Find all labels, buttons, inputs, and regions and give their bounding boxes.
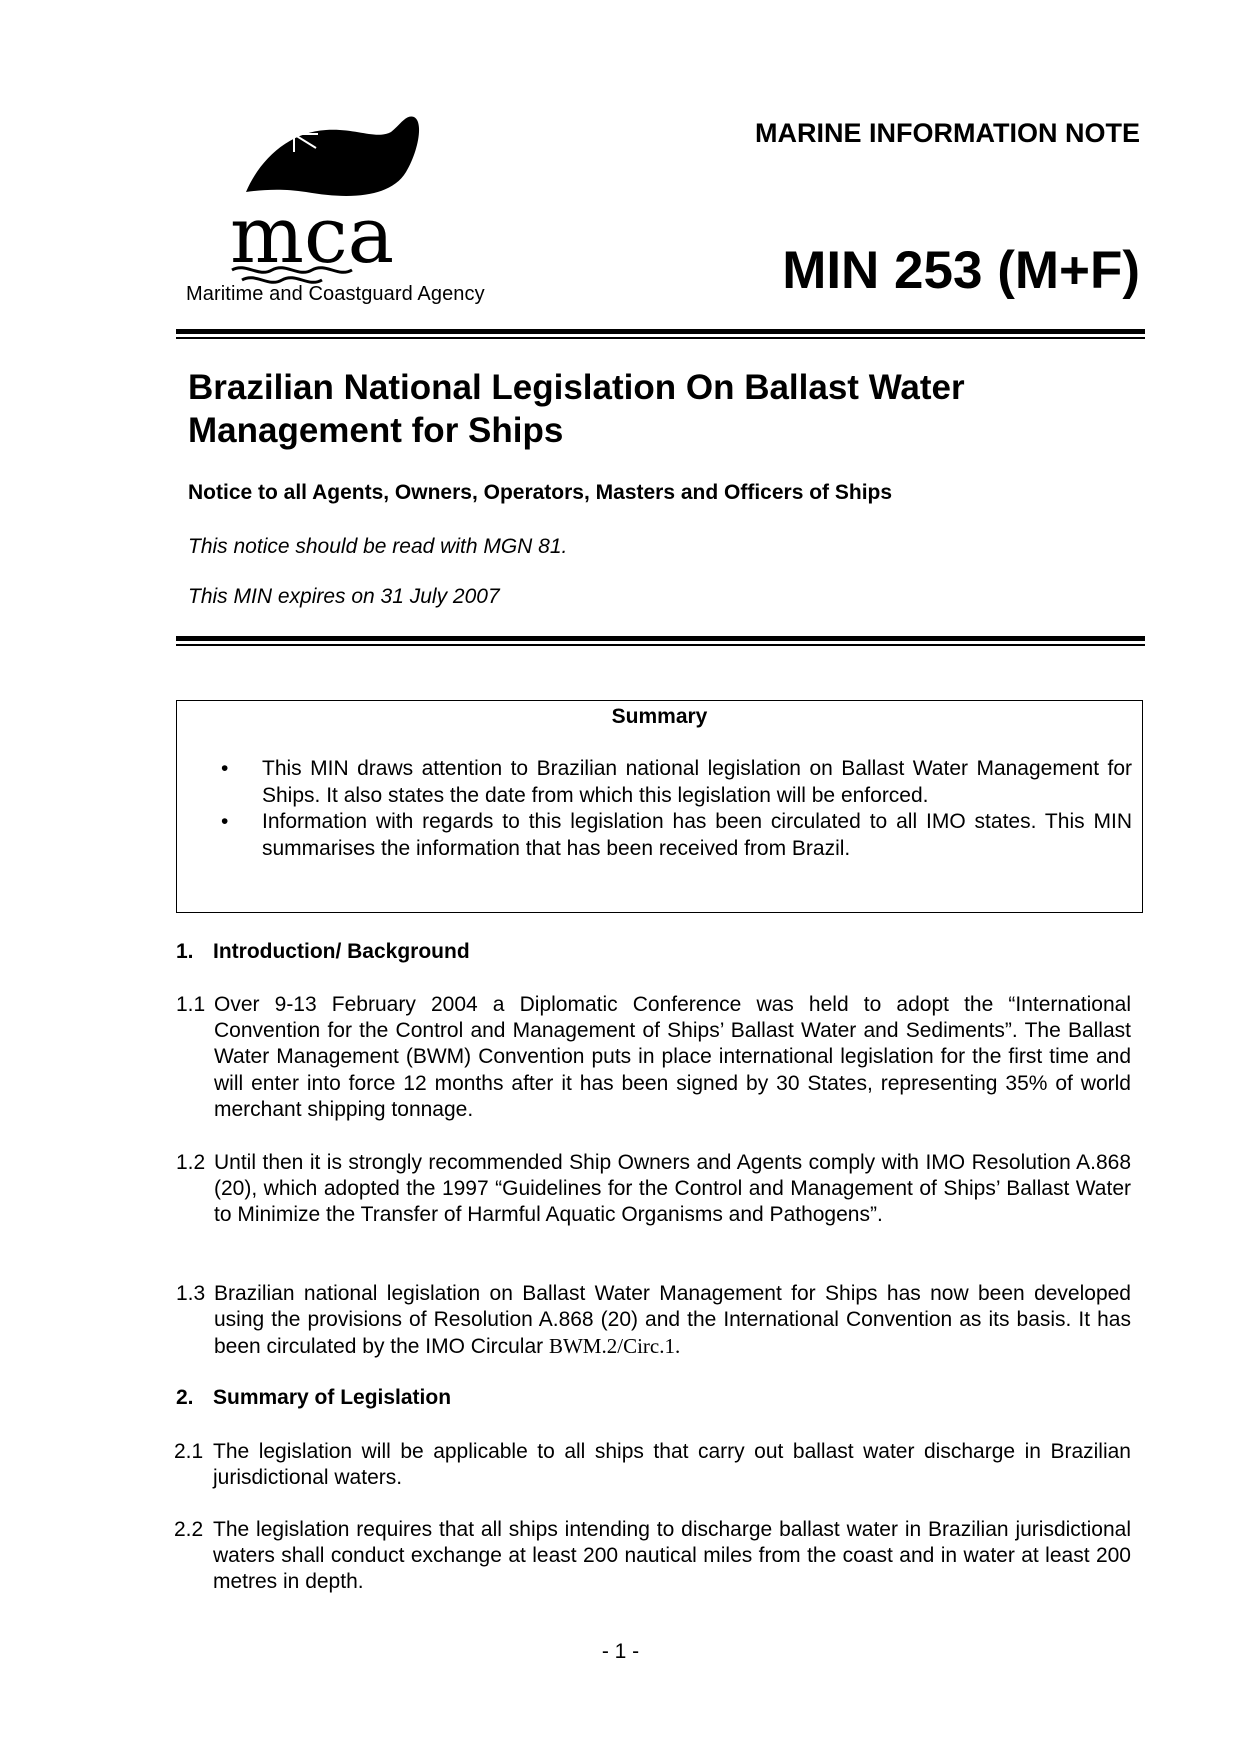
section-number: 1. [176,940,194,963]
mca-logo [186,112,526,312]
agency-name: Maritime and Coastguard Agency [186,283,485,305]
document-title: Brazilian National Legislation On Ballast Water Management for Ships [188,368,965,450]
flag-wave-shape [246,116,419,195]
paragraph [176,1150,1131,1229]
section-title: Summary of Legislation [213,1386,452,1409]
paragraph-text: The legislation requires that all ships intending to discharge ballast water in Brazilian jurisdictional waters shall conduct exchange at least 200 nautical miles from the coast and in water at least 200 metres in depth. [213,1518,1131,1594]
read-with-note: This notice should be read with MGN 81. [188,535,568,558]
document-code: MIN 253 (M+F) [782,241,1140,300]
paragraph [176,1517,1131,1596]
notice-line: Notice to all Agents, Owners, Operators, Masters and Officers of Ships [188,481,893,504]
paragraph-number: 1.1 [176,993,206,1016]
expiry-note: This MIN expires on 31 July 2007 [188,585,500,608]
summary-item-text: Information with regards to this legislation has been circulated to all IMO states. This MIN summarises the information that has been received from Brazil. [262,810,1132,860]
paragraph-number: 2.2 [174,1518,204,1541]
summary-heading: Summary [611,705,708,728]
section-title: Introduction/ Background [213,940,470,963]
paragraph-text: The legislation will be applicable to all ships that carry out ballast water discharge in Brazilian jurisdictional waters. [213,1440,1131,1490]
logo-lettering: mca [230,191,395,281]
paragraph-body: Brazilian national legislation on Ballast Water Management for Ships has now been developed using the provisions of Resolution A.868 (20) and the International Convention as its basis. It has been circulated by the IMO Circular [214,1282,1131,1359]
bullet-icon: • [221,757,229,780]
paragraph-number: 1.2 [176,1151,206,1174]
document-kind: MARINE INFORMATION NOTE [755,118,1140,148]
double-rule-bottom [176,636,1145,646]
summary-item-text: This MIN draws attention to Brazilian national legislation on Ballast Water Management for Ships. It also states the date from which this legislation will be enforced. [262,757,1132,807]
paragraph [176,1439,1131,1491]
summary-box [176,700,1143,913]
paragraph-text: Over 9-13 February 2004 a Diplomatic Conference was held to adopt the “International Convention for the Control and Management of Ships’ Ballast Water and Sediments”. The Ballast Water Management (BWM) Convention puts in place international legislation for the first time and will enter into force 12 months after it has been signed by 30 States, representing 35% of world merchant shipping tonnage. [214,993,1131,1121]
section-heading [176,1386,451,1410]
page-number: - 1 - [601,1640,640,1663]
paragraph [176,992,1131,1123]
section-number: 2. [176,1386,194,1409]
summary-list [177,756,1142,862]
paragraph-text: Until then it is strongly recommended Ship Owners and Agents comply with IMO Resolution A.868 (20), which adopted the 1997 “Guidelines for the Control and Management of Ships’ Ballast Water to Minimize the Transfer of Harmful Aquatic Organisms and Pathogens”. [214,1151,1131,1227]
summary-item [177,756,1142,809]
paragraph-number: 1.3 [176,1282,206,1305]
summary-item [177,809,1142,862]
paragraph-text [214,1281,1131,1361]
paragraph [176,1281,1131,1361]
double-rule-top [176,329,1145,339]
circular-reference: BWM.2/Circ.1. [548,1334,681,1359]
bullet-icon: • [221,810,229,833]
paragraph-number: 2.1 [174,1440,204,1463]
section-heading [176,940,470,964]
